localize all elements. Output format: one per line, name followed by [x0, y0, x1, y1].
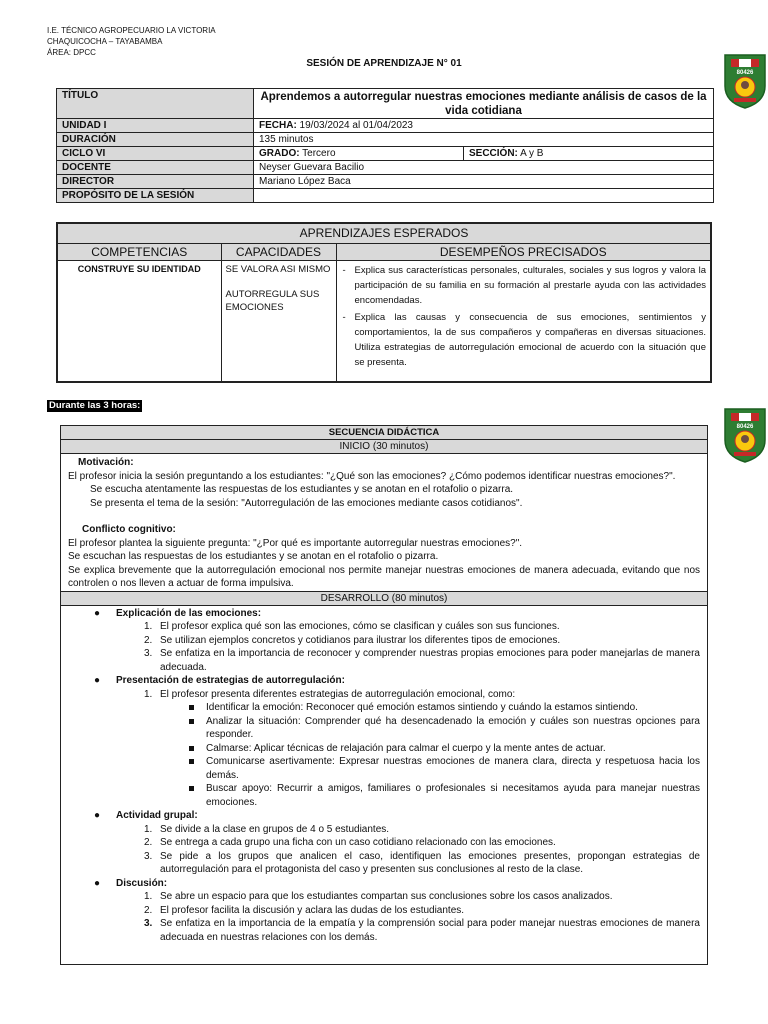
motivacion-3: Se presenta el tema de la sesión: "Autorregulación de las emociones mediante casos cotidianos".	[90, 497, 523, 509]
strategy-item: Analizar la situación: Comprender qué ha desencadenado la emoción y cuáles son nuestras opciones para responder.	[68, 715, 700, 742]
logo-number: 80426	[736, 70, 754, 76]
section-discusion	[68, 877, 700, 945]
proposito-label: PROPÓSITO DE LA SESIÓN	[57, 189, 254, 203]
secuencia-title: SECUENCIA DIDÁCTICA	[61, 426, 707, 440]
conflicto-2: Se escuchan las respuestas de los estudiantes y se anotan en el rotafolio o pizarra.	[68, 551, 439, 562]
director-row	[57, 175, 714, 189]
motivacion-1: El profesor inicia la sesión preguntando a los estudiantes: "¿Qué son las emociones? ¿Cómo podemos identificar nuestras emociones?".	[68, 470, 676, 482]
strategy-item: Buscar apoyo: Recurrir a amigos, familiares o profesionales si necesitamos ayuda para manejar nuestras emociones.	[68, 782, 700, 809]
grado-label: GRADO:	[259, 148, 300, 159]
square-bullet-icon	[189, 759, 194, 764]
section-actividad-grupal	[68, 809, 700, 877]
desempeno-2: Explica las causas y consecuencia de sus emociones, sentimientos y comportamientos, la de sus compañeros y compañeras en diversas situaciones. Utiliza estrategias de autorregulación emocional de acuerdo con la situación que se presenta.	[354, 311, 706, 368]
section-items	[68, 890, 700, 944]
duracion-value: 135 minutos	[254, 133, 714, 147]
inicio-band: INICIO (30 minutos)	[61, 440, 707, 454]
ciclo-row	[57, 147, 714, 161]
list-item: 1. Se divide a la clase en grupos de 4 o 5 estudiantes.	[144, 823, 390, 835]
aprendizajes-table	[56, 222, 712, 383]
list-item: 2. Se entrega a cada grupo una ficha con un caso cotidiano relacionado con las emociones.	[144, 837, 556, 848]
school-logo	[722, 406, 768, 464]
fecha-cell	[254, 119, 714, 133]
section-items	[68, 620, 700, 674]
bullet-icon: ●	[94, 810, 101, 821]
bullet-icon: ●	[94, 607, 101, 619]
square-bullet-icon	[189, 705, 194, 710]
titulo-row	[57, 89, 714, 119]
desempeno-item: - Explica las causas y consecuencia de sus emociones, sentimientos y comportamientos, la de sus compañeros y compañeras en diversas situaciones. Utiliza estrategias de autorregulación emocional de acuerdo con la situación que se presenta.	[342, 311, 706, 368]
secuencia-table	[60, 425, 708, 965]
strategy-list	[68, 701, 700, 809]
duracion-label: DURACIÓN	[57, 133, 254, 147]
list-item: 2. Se utilizan ejemplos concretos y cotidianos para ilustrar los diferentes tipos de emociones.	[144, 634, 561, 646]
list-item: 1. El profesor explica qué son las emociones, cómo se clasifican y cuáles son sus funciones.	[144, 621, 560, 632]
strategy-item: Calmarse: Aplicar técnicas de relajación para calmar el cuerpo y la mente antes de actuar.	[68, 742, 700, 756]
fecha-label: FECHA:	[259, 120, 297, 131]
titulo-label: TÍTULO	[57, 89, 254, 119]
square-bullet-icon	[189, 786, 194, 791]
bullet-icon: ●	[94, 877, 101, 889]
unidad-label: UNIDAD I	[57, 119, 254, 133]
competencia-cell: CONSTRUYE SU IDENTIDAD	[57, 260, 221, 382]
duracion-row	[57, 133, 714, 147]
session-title: SESIÓN DE APRENDIZAJE N° 01	[306, 58, 462, 69]
section-items	[68, 688, 700, 702]
list-item: 3. Se pide a los grupos que analicen el caso, identifiquen las emociones presentes, propongan estrategias de autorregulación para el protagonista del caso y presenten sus conclusiones al resto de la clase.	[144, 850, 700, 875]
desarrollo-band: DESARROLLO (80 minutos)	[61, 591, 707, 606]
seccion-value: A y B	[517, 148, 544, 159]
ciclo-label: CICLO VI	[57, 147, 254, 161]
conflicto-1: El profesor plantea la siguiente pregunta: "¿Por qué es importante autorregular nuestras emociones?".	[68, 537, 523, 549]
seccion-cell	[464, 147, 714, 161]
school-area: ÁREA: DPCC	[47, 48, 96, 57]
school-location: CHAQUICOCHA – TAYABAMBA	[47, 37, 163, 46]
strategy-item: Comunicarse asertivamente: Expresar nuestras emociones de manera clara, directa y respetuosa hacia los demás.	[68, 755, 700, 782]
desempenos-cell	[336, 260, 711, 382]
square-bullet-icon	[189, 746, 194, 751]
list-item: 2. El profesor facilita la discusión y aclara las dudas de los estudiantes.	[144, 904, 465, 916]
section-heading: Actividad grupal:	[116, 810, 198, 821]
capacidades-cell	[221, 260, 336, 382]
inicio-content	[61, 454, 707, 591]
section-heading: Discusión:	[116, 877, 168, 889]
director-label: DIRECTOR	[57, 175, 254, 189]
conflicto-label: Conflicto cognitivo:	[82, 524, 176, 535]
proposito-row	[57, 189, 714, 203]
school-logo	[722, 52, 768, 110]
capacidad-1: SE VALORA ASI MISMO	[225, 263, 331, 275]
desempeno-item: - Explica sus características personales, culturales, sociales y sus logros y valora la participación de su familia en su formación al prestarle ayuda con las actividades encomendadas.	[342, 264, 706, 306]
motivacion-2: Se escucha atentamente las respuestas de los estudiantes y se anotan en el rotafolio o pizarra.	[90, 484, 514, 495]
square-bullet-icon	[189, 719, 194, 724]
capacidad-2: AUTORREGULA SUS EMOCIONES	[225, 288, 320, 313]
seccion-label: SECCIÓN:	[469, 148, 518, 159]
list-item: 1. El profesor presenta diferentes estrategias de autorregulación emocional, como:	[144, 688, 516, 700]
desarrollo-content	[61, 606, 707, 945]
conflicto-3: Se explica brevemente que la autorregulación emocional nos permite manejar nuestras emociones de manera adecuada, evitando que nos controlen o nos lleven a actuar de forma impulsiva.	[68, 564, 700, 589]
durante-label: Durante las 3 horas:	[49, 400, 141, 411]
grado-cell	[254, 147, 464, 161]
col-desempenos: DESEMPEÑOS PRECISADOS	[336, 243, 711, 260]
aprendizajes-title: APRENDIZAJES ESPERADOS	[57, 223, 711, 243]
col-competencias: COMPETENCIAS	[57, 243, 221, 260]
section-items	[68, 823, 700, 877]
info-table	[56, 88, 714, 203]
col-capacidades: CAPACIDADES	[221, 243, 336, 260]
bullet-icon: ●	[94, 675, 101, 686]
list-item: 1. Se abre un espacio para que los estudiantes compartan sus conclusiones sobre los casos analizados.	[144, 891, 613, 902]
section-heading: Presentación de estrategias de autorregulación:	[116, 675, 345, 686]
strategy-item: Identificar la emoción: Reconocer qué emoción estamos sintiendo y cuándo la estamos sintiendo.	[68, 701, 700, 715]
section-heading: Explicación de las emociones:	[116, 607, 262, 619]
school-header	[47, 25, 216, 58]
docente-label: DOCENTE	[57, 161, 254, 175]
docente-row	[57, 161, 714, 175]
school-name: I.E. TÉCNICO AGROPECUARIO LA VICTORIA	[47, 26, 216, 35]
docente-value: Neyser Guevara Bacilio	[254, 161, 714, 175]
director-value: Mariano López Baca	[254, 175, 714, 189]
motivacion-label: Motivación:	[78, 457, 134, 468]
proposito-value	[254, 189, 714, 203]
logo-number: 80426	[736, 424, 754, 430]
titulo-value: Aprendemos a autorregular nuestras emociones mediante análisis de casos de la vida cotidiana	[254, 89, 714, 119]
section-emociones	[68, 607, 700, 675]
list-item: 3. Se enfatiza en la importancia de reconocer y comprender nuestras propias emociones para poder manejarlas de manera adecuada.	[144, 648, 700, 673]
grado-value: Tercero	[299, 148, 336, 159]
desempeno-1: Explica sus características personales, culturales, sociales y sus logros y valora la participación de su familia en su formación al prestarle ayuda con las actividades encomendadas.	[354, 264, 706, 306]
desarrollo-list	[68, 607, 700, 945]
list-item: 3. Se enfatiza en la importancia de la empatía y la comprensión social para poder manejar nuestras emociones de manera adecuada en nuestras relaciones con los demás.	[144, 918, 700, 943]
unidad-row	[57, 119, 714, 133]
fecha-value: 19/03/2024 al 01/04/2023	[296, 120, 413, 131]
section-estrategias	[68, 674, 700, 809]
